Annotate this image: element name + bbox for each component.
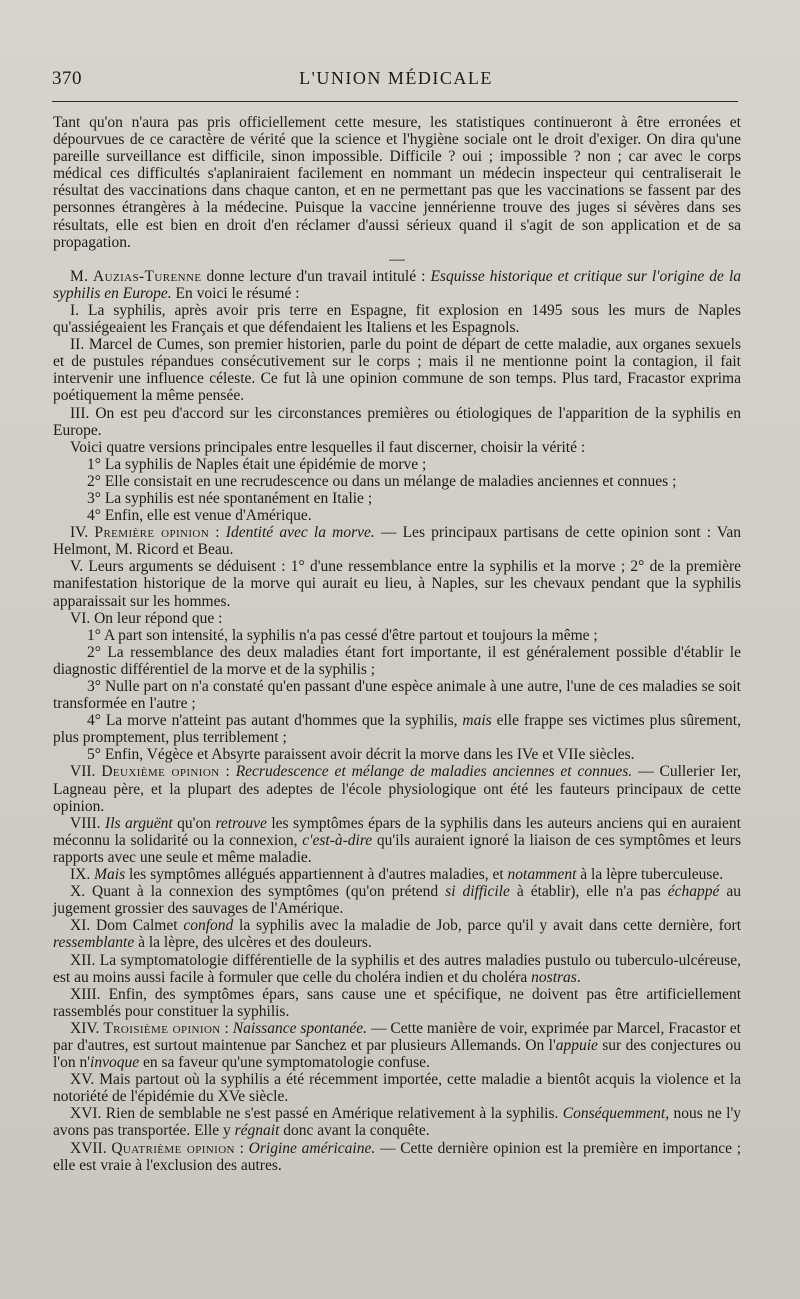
paragraph-9: IX. Mais les symptômes allégués appartiennent à d'autres maladies, et notamment à la lèpre tuberculeuse. — [70, 866, 724, 884]
paragraph-2: II. Marcel de Cumes, son premier historien, parle du point de départ de cette maladie, aux organes sexuels et de pustules répandues consécutivement sur le corps ; mais il ne mentionne point la contagion, il fait intervenir une influence céleste. Ce fut là une opinion commune de son temps. Plus tard, Fracastor exprima poétiquement la même pensée. — [53, 336, 741, 405]
paragraph-4: IV. Première opinion : Identité avec la morve. — Les principaux partisans de cette opinion sont : Van Helmont, M. Ricord et Beau. — [53, 524, 742, 559]
reply-item: 1° A part son intensité, la syphilis n'a pas cessé d'être partout et toujours la même ; — [87, 626, 598, 644]
paragraph-5: V. Leurs arguments se déduisent : 1° d'une ressemblance entre la syphilis et la morve ; 2° de la première manifestation historique de la morve qui aurait eu lieu, à Naples, sur les chevaux pendant que la syphilis apparaissait sur les hommes. — [53, 558, 741, 610]
paragraph-13: XIII. Enfin, des symptômes épars, sans cause une et spécifique, ne doivent pas être artificiellement rassemblés pour constituer la syphilis. — [53, 985, 741, 1020]
section-separator: — — [389, 250, 405, 268]
version-item: 2° Elle consistait en une recrudescence ou dans un mélange de maladies anciennes et connues ; — [87, 472, 677, 490]
paragraph-16: XVI. Rien de semblable ne s'est passé en Amérique relativement à la syphilis. Conséquemment, nous ne l'y avons pas transportée. Elle y régnait donc avant la conquête. — [53, 1105, 741, 1140]
paragraph-14: XIV. Troisième opinion : Naissance spontanée. — Cette manière de voir, exprimée par Marcel, Fracastor et par d'autres, est surtout maintenue par Sanchez et par plusieurs Allemands. On l'appuie sur des conjectures ou l'on n'invoque en sa faveur qu'une symptomatologie confuse. — [53, 1019, 741, 1072]
article-body — [53, 114, 741, 1174]
page-number: 370 — [52, 68, 82, 89]
header-rule — [52, 101, 738, 102]
paragraph-11: XI. Dom Calmet confond la syphilis avec la maladie de Job, parce qu'il y avait dans cette dernière, fort ressemblante à la lèpre, des ulcères et des douleurs. — [53, 917, 741, 952]
version-item: 3° La syphilis est née spontanément en Italie ; — [87, 489, 373, 507]
paragraph-1: I. La syphilis, après avoir pris terre en Espagne, fit explosion en 1495 sous les murs de Naples qu'assiégeaient les Français et que défendaient les Italiens et les Espagnols. — [53, 301, 741, 337]
intro-paragraph: Tant qu'on n'aura pas pris officiellement cette mesure, les statistiques continueront à être erronées et dépourvues de ce caractère de vérité que la science et l'hygiène sociale ont le droit d'exiger. On dira qu'une pareille surveillance est difficile, sinon impossible. Difficile ? oui ; impossible ? non ; car avec le corps médical ces difficultés s'aplaniraient facilement en nommant un médecin inspecteur qui centraliserait le résultat des vaccinations dans chaque canton, et en ne permettant pas que les vaccinations se fassent par des personnes étrangères à la médecine. Puisque la vaccine jennérienne trouve des juges si sévères dans ses résultats, elle est bien en droit d'en réclamer d'aussi sérieux quand il s'agit de son application et de sa propagation. — [53, 114, 741, 251]
announce-paragraph: M. Auzias-Turenne donne lecture d'un travail intitulé : Esquisse historique et critique sur l'origine de la syphilis en Europe. En voici le résumé : — [53, 267, 741, 302]
reply-item: 5° Enfin, Végèce et Absyrte paraissent avoir décrit la morve dans les IVe et VIIe siècles. — [87, 746, 635, 764]
reply-item: 3° Nulle part on n'a constaté qu'en passant d'une espèce animale à une autre, l'une de ces maladies se soit transformée en l'autre ; — [53, 678, 741, 713]
paragraph-7: VII. Deuxième opinion : Recrudescence et mélange de maladies anciennes et connues. — Cullerier Ier, Lagneau père, et la plupart des adeptes de l'école physiologique ont été les fauteurs principaux de cette opinion. — [53, 763, 741, 815]
paragraph-10: X. Quant à la connexion des symptômes (qu'on prétend si difficile à établir), elle n'a pas échappé au jugement grossier des sauvages de l'Amérique. — [53, 883, 742, 918]
running-title: L'UNION MÉDICALE — [299, 68, 493, 88]
paragraph-8: VIII. Ils arguënt qu'on retrouve les symptômes épars de la syphilis dans les auteurs anciens qui en auraient méconnu la solidarité ou la connexion, c'est-à-dire qu'ils auraient ignoré la liaison de ces symptômes et leurs rapports avec une seule et même maladie. — [53, 814, 741, 866]
paragraph-6: VI. On leur répond que : — [70, 609, 223, 627]
paragraph-12: XII. La symptomatologie différentielle de la syphilis et des autres maladies pustulo ou tuberculo-ulcéreuse, est au moins aussi facile à formuler que celle du choléra indien et du choléra nostras. — [53, 951, 741, 986]
author-name: M. Auzias-Turenne — [70, 267, 202, 285]
work-title: Esquisse historique et critique sur l'origine de la syphilis en Europe. — [53, 267, 741, 302]
reply-item: 4° La morve n'atteint pas autant d'hommes que la syphilis, mais elle frappe ses victimes plus sûrement, plus promptement, plus terriblement ; — [53, 712, 741, 747]
page-header — [52, 68, 740, 94]
paragraph-3-versions: Voici quatre versions principales entre lesquelles il faut discerner, choisir la vérité : — [70, 438, 586, 456]
version-item: 1° La syphilis de Naples était une épidémie de morve ; — [87, 455, 427, 473]
paragraph-15: XV. Mais partout où la syphilis a été récemment importée, cette maladie a bientôt acquis la violence et la notoriété de l'épidémie du XVe siècle. — [53, 1071, 741, 1106]
reply-item: 2° La ressemblance des deux maladies étant fort importante, il est généralement possible d'établir le diagnostic différentiel de la morve et de la syphilis ; — [53, 643, 741, 678]
paragraph-3: III. On est peu d'accord sur les circonstances premières ou étiologiques de l'apparition de la syphilis en Europe. — [53, 404, 741, 439]
version-item: 4° Enfin, elle est venue d'Amérique. — [87, 507, 312, 525]
paragraph-17: XVII. Quatrième opinion : Origine américaine. — Cette dernière opinion est la première en importance ; elle est vraie à l'exclusion des autres. — [53, 1139, 742, 1174]
